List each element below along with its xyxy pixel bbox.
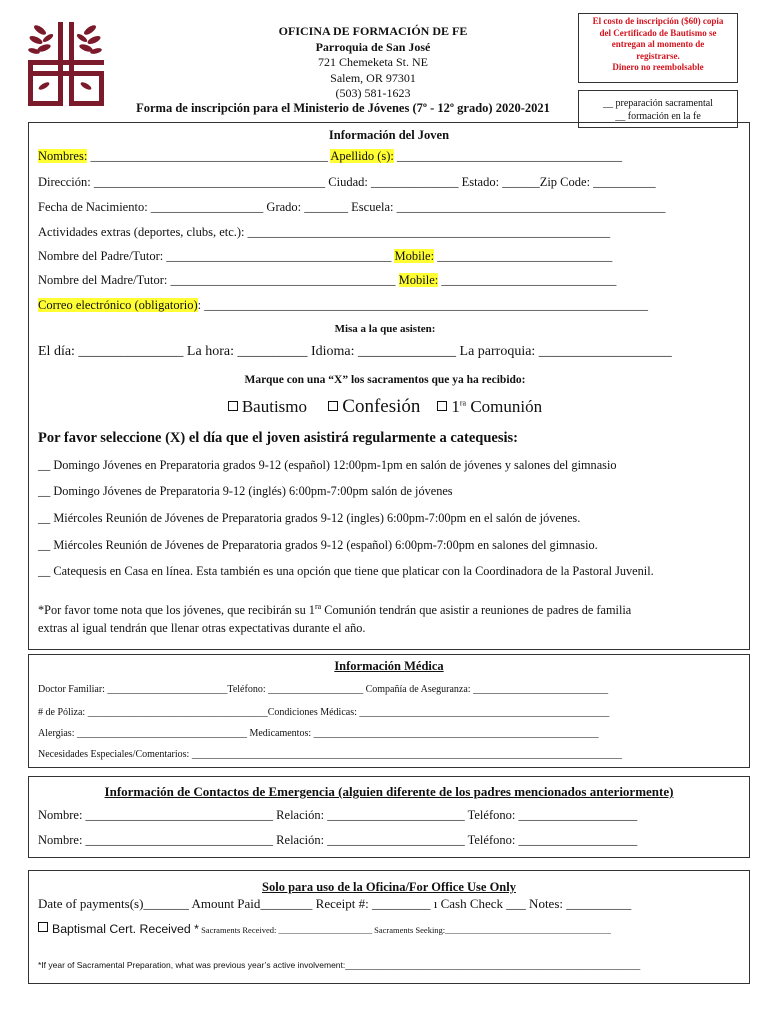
- mass-row[interactable]: El día: _______________ La hora: __________ Idioma: ______________ La parroquia: ___________________: [38, 344, 672, 359]
- mobile-label: Mobile:: [398, 273, 439, 287]
- catechesis-option[interactable]: __ Catequesis en Casa en línea. Esta también es una opción que tiene que platicar con la Coordinadora de la Pastoral Juvenil.: [38, 564, 654, 578]
- communion-checkbox[interactable]: [437, 397, 542, 416]
- father-row: [38, 249, 612, 264]
- mother-mobile-field[interactable]: ____________________________: [438, 273, 617, 287]
- parish-name: Parroquia de San José: [315, 39, 431, 54]
- father-field[interactable]: Nombre del Padre/Tutor: ____________________________________: [38, 249, 395, 263]
- baptism-cert-checkbox[interactable]: [38, 922, 48, 932]
- catechesis-option[interactable]: __ Miércoles Reunión de Jóvenes de Preparatoria grados 9-12 (español) 6:00pm-7:00pm en salones del gimnasio.: [38, 538, 598, 552]
- birth-row[interactable]: Fecha de Nacimiento: __________________ Grado: _______ Escuela: ___________________________________________: [38, 200, 666, 214]
- note-text: *Por favor tome nota que los jóvenes, que recibirán su 1: [38, 603, 315, 618]
- faith-formation-option[interactable]: __ formación en la fe: [615, 111, 701, 122]
- cost-line: El costo de inscripción ($60) copia: [592, 16, 724, 26]
- involvement-field[interactable]: ___________________________________________________________: [345, 960, 641, 971]
- communion-label: 1: [451, 397, 460, 416]
- catechesis-option[interactable]: __ Domingo Jóvenes de Preparatoria 9-12 (inglés) 6:00pm-7:00pm salón de jóvenes: [38, 484, 453, 498]
- sacraments-title: Marque con una “X” los sacramentos que ya ha recibido:: [244, 374, 526, 386]
- form-title: Forma de inscripción para el Ministerio de Jóvenes (7º - 12º grado) 2020-2021: [136, 101, 550, 115]
- cost-line: del Certificado de Bautismo se: [599, 27, 717, 38]
- day-select-title: Por favor seleccione (X) el día que el joven asistirá regularmente a catequesis:: [38, 430, 519, 446]
- first-name-field[interactable]: ______________________________________: [87, 149, 331, 163]
- cost-line: registrarse.: [636, 50, 680, 61]
- activities-row[interactable]: Actividades extras (deportes, clubs, etc.): __________________________________________________________: [38, 225, 611, 239]
- last-name-field[interactable]: ____________________________________: [393, 149, 623, 163]
- checkbox-icon: [228, 401, 238, 411]
- email-field[interactable]: : _______________________________________________________________________: [197, 298, 649, 312]
- last-name-label: Apellido (s):: [330, 149, 394, 163]
- mass-title: Misa a la que asisten:: [334, 323, 436, 335]
- street-address: 721 Chemeketa St. NE: [318, 55, 428, 69]
- doctor-row[interactable]: Doctor Familiar: ________________________Teléfono: ___________________ Compañía de Aseguranza: ___________________________: [38, 684, 609, 695]
- city-address: Salem, OR 97301: [330, 70, 416, 85]
- catechesis-option[interactable]: __ Miércoles Reunión de Jóvenes de Preparatoria grados 9-12 (ingles) 6:00pm-7:00pm en el salón de jóvenes.: [38, 511, 581, 525]
- checkbox-icon: [328, 401, 338, 411]
- policy-row[interactable]: # de Póliza: ____________________________________Condiciones Médicas: __________________________________________________: [38, 707, 610, 718]
- emergency-title: Información de Contactos de Emergencia (alguien diferente de los padres mencionados anteriormente): [104, 784, 674, 799]
- communion-note: [38, 602, 631, 618]
- emergency-contact-row[interactable]: Nombre: ______________________________ Relación: ______________________ Teléfono: ___________________: [38, 833, 638, 847]
- communion-sup: ra: [459, 398, 467, 408]
- sacraments-checklist: [0, 396, 770, 418]
- youth-info-title: Información del Joven: [328, 128, 450, 142]
- footnote-text: *If year of Sacramental Preparation, what was previous year’s active involvement:: [38, 960, 346, 970]
- baptism-label: Bautismo: [241, 397, 308, 416]
- office-header: [110, 24, 636, 102]
- note-sup: ra: [314, 602, 322, 611]
- office-name: OFICINA DE FORMACIÓN DE FE: [278, 24, 468, 38]
- baptism-checkbox[interactable]: [228, 397, 307, 416]
- footnote-row: [38, 960, 640, 971]
- office-use-title: Solo para uso de la Oficina/For Office Use Only: [262, 880, 516, 894]
- communion-label-rest: Comunión: [466, 397, 543, 416]
- address-row[interactable]: Dirección: _____________________________________ Ciudad: ______________ Estado: ______Zip Code: __________: [38, 175, 656, 189]
- special-needs-row[interactable]: Necesidades Especiales/Comentarios: ______________________________________________________________________________________: [38, 749, 622, 760]
- sacraments-fields[interactable]: Sacraments Received: ______________________ Sacraments Seeking:_______________________________________: [198, 925, 611, 935]
- emergency-contact-row[interactable]: Nombre: ______________________________ Relación: ______________________ Teléfono: ___________________: [38, 808, 638, 822]
- cost-line: Dinero no reembolsable: [612, 62, 704, 72]
- phone-number: (503) 581-1623: [335, 86, 411, 100]
- catechesis-option[interactable]: __ Domingo Jóvenes en Preparatoria grados 9-12 (español) 12:00pm-1pm en salón de jóvenes y salones del gimnasio: [38, 458, 617, 472]
- email-row: [38, 298, 648, 313]
- cost-notice-box: [578, 13, 738, 83]
- medical-title: Información Médica: [334, 659, 444, 673]
- note-text: Comunión tendrán que asistir a reuniones de padres de familia: [321, 603, 632, 618]
- cost-line: entregan al momento de: [611, 39, 705, 49]
- names-row: [38, 149, 622, 164]
- first-name-label: Nombres:: [38, 149, 88, 163]
- baptism-cert-label: Baptismal Cert. Received *: [52, 922, 199, 936]
- father-mobile-field[interactable]: ____________________________: [434, 249, 613, 263]
- payment-row[interactable]: Date of payments(s)_______ Amount Paid________ Receipt #: _________ ı Cash Check ___ Notes: __________: [38, 896, 632, 911]
- allergies-row[interactable]: Alergias: __________________________________ Medicamentos: _________________________________________________________: [38, 728, 599, 739]
- confession-label: Confesión: [342, 396, 421, 417]
- baptism-cert-row: [38, 922, 611, 936]
- parish-logo: [24, 18, 108, 110]
- mobile-label: Mobile:: [394, 249, 435, 263]
- communion-note-2: extras al igual tendrán que llenar otras expectativas durante el año.: [38, 621, 366, 635]
- prep-sacramental-option[interactable]: __ preparación sacramental: [603, 98, 713, 109]
- mother-row: [38, 273, 616, 288]
- email-label: Correo electrónico (obligatorio): [38, 298, 198, 312]
- checkbox-icon: [437, 401, 447, 411]
- mother-field[interactable]: Nombre del Madre/Tutor: ____________________________________: [38, 273, 399, 287]
- confession-checkbox[interactable]: [328, 397, 420, 416]
